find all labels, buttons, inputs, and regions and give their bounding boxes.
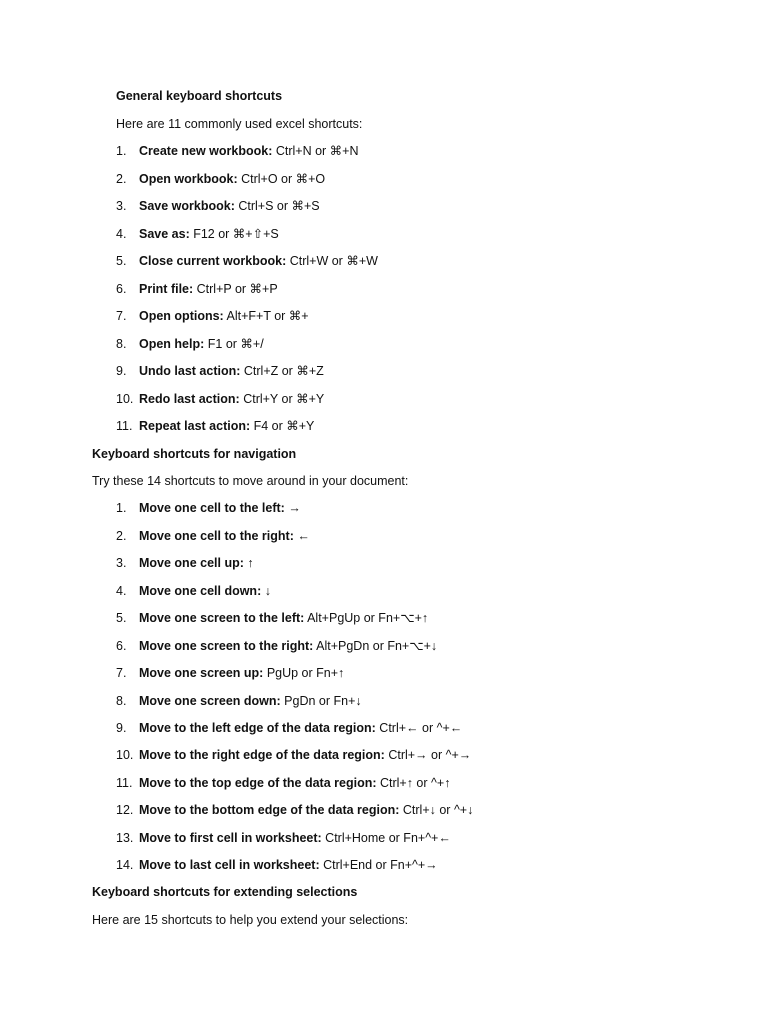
list-item-value: Ctrl+End or Fn+^+→ bbox=[319, 858, 438, 872]
list-item-number: 10. bbox=[116, 748, 134, 762]
list-item bbox=[116, 720, 462, 736]
list-item-label: Move one cell up: bbox=[139, 556, 244, 570]
list-item-label: Repeat last action: bbox=[139, 419, 251, 433]
list-item-value: Alt+PgUp or Fn+⌥+↑ bbox=[304, 611, 429, 625]
list-item-number: 6. bbox=[116, 282, 127, 296]
list-item-value: Ctrl+↓ or ^+↓ bbox=[399, 803, 474, 817]
list-item-value: PgUp or Fn+↑ bbox=[263, 666, 345, 680]
list-item bbox=[116, 555, 254, 571]
list-item-label: Move to the left edge of the data region: bbox=[139, 721, 376, 735]
list-item-value: ↓ bbox=[261, 584, 271, 598]
list-item-value: F12 or ⌘+⇧+S bbox=[189, 227, 279, 241]
list-item-number: 11. bbox=[116, 776, 133, 790]
section-heading-general: General keyboard shortcuts bbox=[116, 89, 283, 103]
list-item bbox=[116, 610, 428, 626]
list-item bbox=[116, 802, 473, 818]
list-item-value: F1 or ⌘+/ bbox=[204, 337, 264, 351]
list-item-number: 14. bbox=[116, 858, 134, 872]
list-item-number: 2. bbox=[116, 172, 127, 186]
list-item-number: 13. bbox=[116, 831, 134, 845]
list-item-label: Save workbook: bbox=[139, 199, 235, 213]
list-item bbox=[116, 171, 325, 187]
list-item-value: → bbox=[284, 501, 301, 515]
list-item bbox=[116, 747, 471, 763]
section-intro-navigation: Try these 14 shortcuts to move around in your document: bbox=[92, 474, 409, 488]
list-item-number: 4. bbox=[116, 227, 127, 241]
list-item-number: 6. bbox=[116, 639, 127, 653]
section-intro-extending-selections: Here are 15 shortcuts to help you extend your selections: bbox=[92, 913, 409, 927]
list-item-value: Alt+F+T or ⌘+ bbox=[223, 309, 309, 323]
list-item-value: Ctrl+Z or ⌘+Z bbox=[240, 364, 324, 378]
list-item-value: Ctrl+← or ^+← bbox=[375, 721, 463, 735]
list-item-value: Ctrl+Home or Fn+^+← bbox=[321, 831, 451, 845]
list-item-label: Move to the top edge of the data region: bbox=[139, 776, 377, 790]
list-item bbox=[116, 830, 451, 846]
list-item-label: Redo last action: bbox=[139, 392, 240, 406]
list-item-label: Move to first cell in worksheet: bbox=[139, 831, 322, 845]
list-item-value: Alt+PgDn or Fn+⌥+↓ bbox=[313, 639, 438, 653]
list-item-value: F4 or ⌘+Y bbox=[250, 419, 315, 433]
list-item-label: Open help: bbox=[139, 337, 205, 351]
list-item bbox=[116, 583, 271, 599]
list-item-value: PgDn or Fn+↓ bbox=[280, 694, 362, 708]
list-item bbox=[116, 281, 278, 297]
list-item-label: Save as: bbox=[139, 227, 190, 241]
list-item-value: Ctrl+N or ⌘+N bbox=[272, 144, 359, 158]
list-item-value: Ctrl+↑ or ^+↑ bbox=[376, 776, 451, 790]
list-item-label: Move one cell to the left: bbox=[139, 501, 285, 515]
list-item-value: Ctrl+Y or ⌘+Y bbox=[239, 392, 325, 406]
list-item bbox=[116, 528, 310, 544]
list-item-value: Ctrl+O or ⌘+O bbox=[237, 172, 326, 186]
list-item bbox=[116, 253, 378, 269]
list-item-label: Create new workbook: bbox=[139, 144, 273, 158]
section-intro-general: Here are 11 commonly used excel shortcuts: bbox=[116, 117, 363, 131]
list-item-label: Open options: bbox=[139, 309, 224, 323]
list-item bbox=[116, 363, 324, 379]
list-item-label: Move to the right edge of the data region: bbox=[139, 748, 385, 762]
list-item bbox=[116, 391, 324, 407]
list-item bbox=[116, 226, 279, 242]
list-item-number: 1. bbox=[116, 501, 127, 515]
list-item-label: Close current workbook: bbox=[139, 254, 287, 268]
list-item-label: Move one cell to the right: bbox=[139, 529, 294, 543]
list-item-label: Move one cell down: bbox=[139, 584, 262, 598]
list-item-number: 5. bbox=[116, 254, 127, 268]
list-item-value: Ctrl+P or ⌘+P bbox=[193, 282, 278, 296]
list-item bbox=[116, 638, 437, 654]
list-item-number: 12. bbox=[116, 803, 134, 817]
list-item-number: 7. bbox=[116, 666, 127, 680]
list-item bbox=[116, 857, 438, 873]
list-item bbox=[116, 198, 320, 214]
list-item-number: 8. bbox=[116, 694, 127, 708]
list-item-number: 3. bbox=[116, 199, 127, 213]
list-item-number: 10. bbox=[116, 392, 134, 406]
list-item-number: 9. bbox=[116, 364, 127, 378]
list-item-label: Move one screen to the left: bbox=[139, 611, 305, 625]
list-item bbox=[116, 500, 301, 516]
list-item-number: 1. bbox=[116, 144, 127, 158]
list-item bbox=[116, 665, 344, 681]
list-item-value: Ctrl+→ or ^+→ bbox=[384, 748, 472, 762]
list-item-number: 4. bbox=[116, 584, 127, 598]
list-item-number: 8. bbox=[116, 337, 127, 351]
list-item-number: 3. bbox=[116, 556, 127, 570]
list-item bbox=[116, 336, 264, 352]
section-heading-navigation: Keyboard shortcuts for navigation bbox=[92, 447, 297, 461]
list-item-value: Ctrl+S or ⌘+S bbox=[234, 199, 320, 213]
list-item-number: 5. bbox=[116, 611, 127, 625]
list-item bbox=[116, 693, 362, 709]
section-heading-extending-selections: Keyboard shortcuts for extending selections bbox=[92, 885, 358, 899]
list-item-value: ← bbox=[293, 529, 310, 543]
list-item-label: Move one screen up: bbox=[139, 666, 264, 680]
list-item bbox=[116, 775, 450, 791]
list-item-label: Move one screen down: bbox=[139, 694, 281, 708]
list-item-value: ↑ bbox=[243, 556, 254, 570]
list-item-number: 9. bbox=[116, 721, 127, 735]
list-item bbox=[116, 143, 359, 159]
list-item-label: Move to the bottom edge of the data region: bbox=[139, 803, 400, 817]
list-item-number: 7. bbox=[116, 309, 127, 323]
list-item-label: Undo last action: bbox=[139, 364, 241, 378]
list-item-label: Move to last cell in worksheet: bbox=[139, 858, 320, 872]
list-item-label: Open workbook: bbox=[139, 172, 238, 186]
list-item-label: Move one screen to the right: bbox=[139, 639, 314, 653]
list-item bbox=[116, 308, 309, 324]
list-item-label: Print file: bbox=[139, 282, 194, 296]
list-item bbox=[116, 418, 314, 434]
list-item-value: Ctrl+W or ⌘+W bbox=[286, 254, 378, 268]
list-item-number: 2. bbox=[116, 529, 127, 543]
list-item-number: 11. bbox=[116, 419, 133, 433]
